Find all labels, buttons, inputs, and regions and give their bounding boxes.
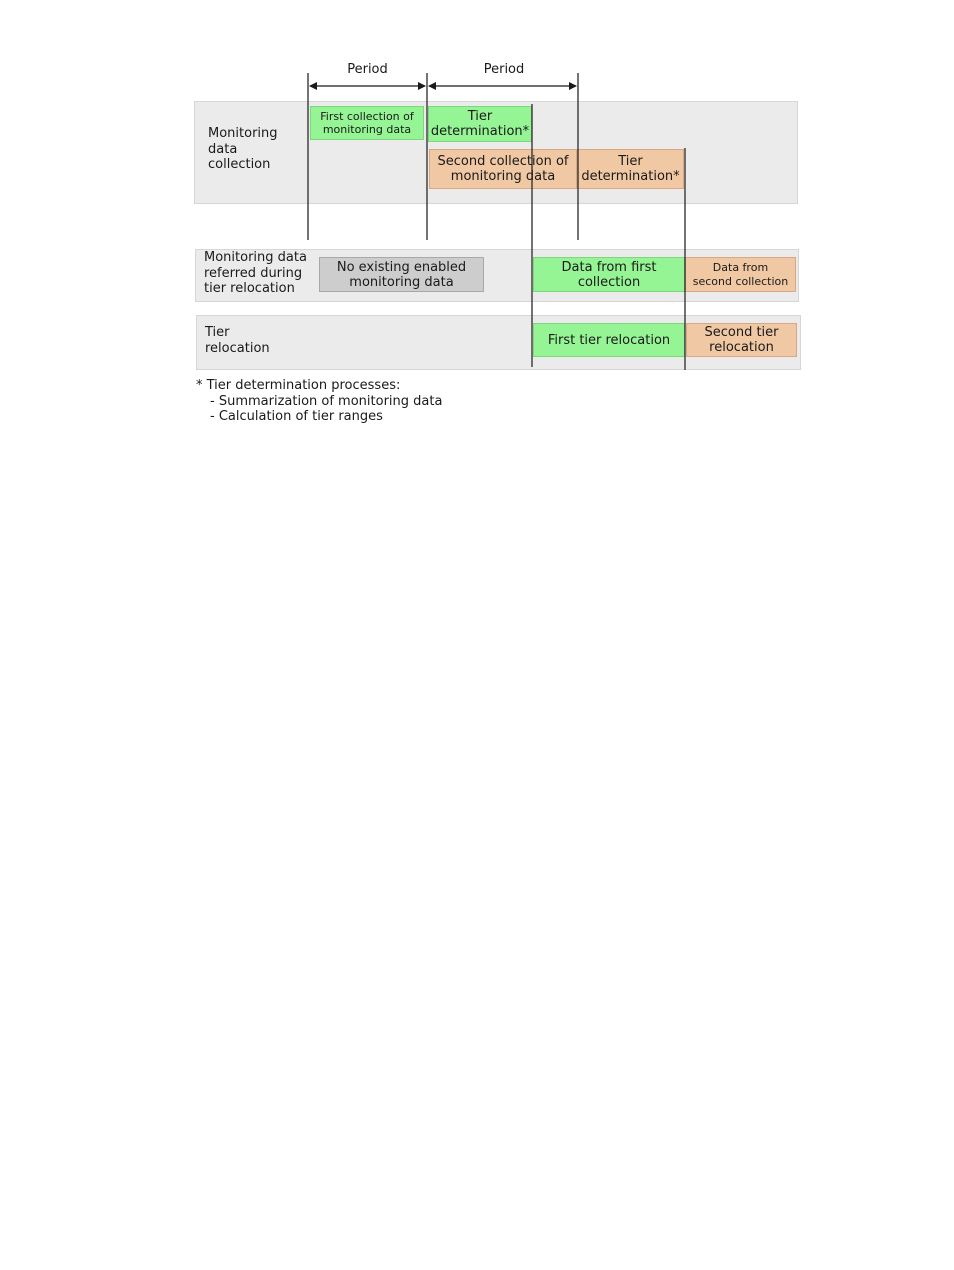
tier-determination-box-1: Tier determination*: [428, 106, 532, 142]
second-collection-box: Second collection of monitoring data: [429, 149, 577, 189]
period-label-2: Period: [483, 62, 525, 77]
row-label-monitoring-data-collection: Monitoring data collection: [208, 126, 278, 172]
first-collection-box: First collection of monitoring data: [310, 106, 424, 140]
first-tier-relocation-box: First tier relocation: [533, 323, 685, 357]
row-label-monitoring-data-referred: Monitoring data referred during tier relocation: [204, 250, 307, 296]
data-from-first-collection-box: Data from first collection: [533, 257, 685, 292]
second-tier-relocation-box: Second tier relocation: [686, 323, 797, 357]
row-label-tier-relocation: Tier relocation: [205, 325, 270, 356]
tier-determination-box-2: Tier determination*: [577, 149, 684, 189]
data-from-second-collection-box: Data from second collection: [685, 257, 796, 292]
footnote-title: * Tier determination processes:: [196, 378, 401, 393]
footnote: [196, 378, 442, 425]
period-label-1: Period: [347, 62, 388, 77]
no-existing-data-box: No existing enabled monitoring data: [319, 257, 484, 292]
footnote-item-1: - Summarization of monitoring data: [210, 393, 443, 409]
footnote-item-2: - Calculation of tier ranges: [210, 409, 383, 424]
